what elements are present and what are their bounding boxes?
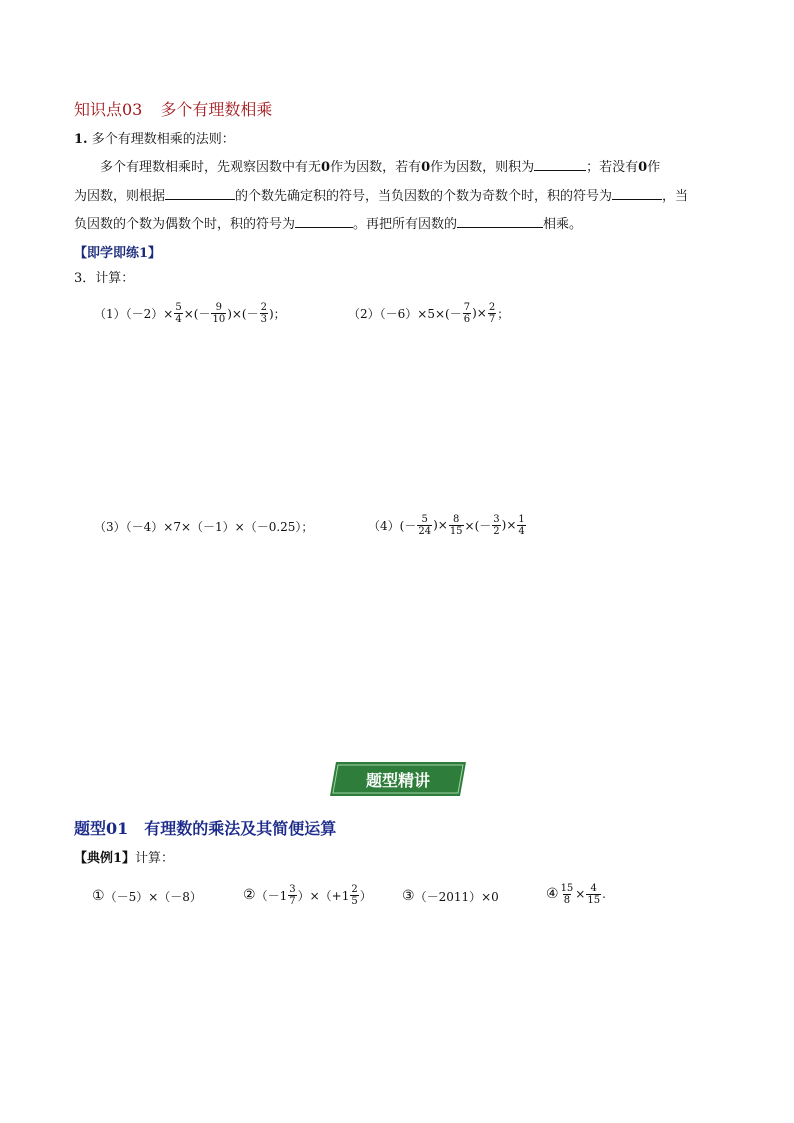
example-item-4 xyxy=(546,876,606,912)
numerator: 3 xyxy=(493,513,500,525)
numerator: 15 xyxy=(560,882,574,894)
section-heading xyxy=(74,97,272,120)
denominator: 4 xyxy=(518,525,525,537)
numerator: 2 xyxy=(351,883,358,895)
rule-text: 为因数，则根据 xyxy=(74,189,166,204)
expr-text: ）×（+1 xyxy=(297,888,350,903)
fraction xyxy=(449,514,464,537)
example-label: 【典例1】 xyxy=(74,851,136,866)
denominator: 8 xyxy=(563,894,571,906)
numerator: 8 xyxy=(452,513,460,525)
circled-number: ③ xyxy=(402,888,415,904)
expr-text: )× xyxy=(472,306,487,320)
problem-3 xyxy=(94,511,313,541)
circled-number: ④ xyxy=(546,886,559,902)
expr-text: ×(－ xyxy=(464,518,492,533)
denominator: 7 xyxy=(488,313,496,325)
rule-heading-number: 1. xyxy=(74,132,88,147)
fraction xyxy=(586,883,601,906)
numerator: 2 xyxy=(260,301,267,313)
zero-digit: 0 xyxy=(421,160,431,175)
fraction xyxy=(560,883,575,906)
fill-blank-basis[interactable] xyxy=(165,187,235,200)
fraction xyxy=(174,302,182,325)
fill-blank-odd-sign[interactable] xyxy=(612,187,662,200)
fill-blank-product[interactable] xyxy=(534,158,586,171)
rule-text: 作为因数，若有 xyxy=(330,160,422,175)
fraction xyxy=(492,514,500,537)
type-heading xyxy=(74,816,336,839)
example-item-3 xyxy=(402,880,499,912)
fraction xyxy=(417,514,432,537)
example-heading xyxy=(74,850,174,868)
fill-blank-even-sign[interactable] xyxy=(295,215,353,228)
type-number: 题型01 xyxy=(74,819,129,838)
rule-text: 作为因数，则积为 xyxy=(430,160,535,175)
expr-text: . xyxy=(602,887,606,901)
numerator: 3 xyxy=(289,883,296,895)
denominator: 24 xyxy=(418,525,432,537)
rule-text: ，当 xyxy=(662,189,689,204)
problem-4 xyxy=(368,509,527,541)
denominator: 15 xyxy=(449,525,463,537)
rule-text: ；若没有 xyxy=(586,160,639,175)
zero-digit: 0 xyxy=(638,160,648,175)
numerator: 7 xyxy=(463,301,471,313)
example-suffix: 计算： xyxy=(135,851,175,866)
denominator: 2 xyxy=(493,525,500,537)
denominator: 10 xyxy=(212,313,226,325)
rule-text: 负因数的个数为偶数个时，积的符号为 xyxy=(74,217,296,232)
numerator: 2 xyxy=(488,301,496,313)
expr-text: )× xyxy=(501,518,517,532)
fill-blank-absolute-values[interactable] xyxy=(457,215,543,228)
expr-text: )； xyxy=(268,306,286,321)
rule-line-1 xyxy=(100,158,660,177)
rule-text: 。再把所有因数的 xyxy=(353,217,458,232)
fraction xyxy=(350,884,358,907)
expr-text: ） xyxy=(359,888,372,903)
section-title: 多个有理数相乘 xyxy=(160,100,273,119)
fraction xyxy=(463,302,471,325)
denominator: 5 xyxy=(351,895,358,907)
problem-label: 3．计算： xyxy=(74,271,135,286)
circled-number: ② xyxy=(243,887,256,903)
rule-heading-text: 多个有理数相乘的法则： xyxy=(91,132,235,147)
expr-text: （2）（－6）×5×(－ xyxy=(348,306,462,321)
denominator: 7 xyxy=(289,895,296,907)
rule-heading xyxy=(74,131,235,149)
denominator: 4 xyxy=(175,313,182,325)
fraction xyxy=(488,302,496,325)
expr-text: （3）（－4）×7×（－1）×（－0.25）； xyxy=(94,519,314,534)
type-title: 有理数的乘法及其简便运算 xyxy=(144,819,337,838)
rule-line-3 xyxy=(74,215,582,234)
numerator: 5 xyxy=(175,301,182,313)
fraction xyxy=(260,302,268,325)
denominator: 15 xyxy=(587,894,601,906)
fraction xyxy=(288,884,296,907)
zero-digit: 0 xyxy=(321,160,331,175)
expr-text: （1）（－2）× xyxy=(94,306,174,321)
expr-text: )× xyxy=(433,518,448,532)
rule-text: 的个数先确定积的符号，当负因数的个数为奇数个时，积的符号为 xyxy=(235,189,613,204)
fraction xyxy=(517,514,525,537)
example-item-2 xyxy=(243,878,372,912)
rule-line-2 xyxy=(74,187,688,206)
problem-1 xyxy=(94,298,286,328)
rule-text: 作 xyxy=(647,160,661,175)
expr-text: )×(－ xyxy=(227,306,259,321)
expr-text: × xyxy=(575,887,586,901)
drill-label: 【即学即练1】 xyxy=(74,246,162,261)
expr-text: ； xyxy=(497,306,510,321)
numerator: 9 xyxy=(215,301,222,313)
rule-text: 多个有理数相乘时，先观察因数中有无 xyxy=(100,160,322,175)
rule-text: 相乘。 xyxy=(543,217,583,232)
section-banner-label: 题型精讲 xyxy=(365,770,430,790)
denominator: 6 xyxy=(463,313,471,325)
expr-text: ×(－ xyxy=(183,306,211,321)
circled-number: ① xyxy=(92,888,105,904)
section-number: 知识点03 xyxy=(74,100,143,119)
example-item-1 xyxy=(92,880,202,912)
fraction xyxy=(211,302,226,325)
denominator: 3 xyxy=(260,313,267,325)
expr-text: （－1 xyxy=(255,888,288,903)
expr-text: （4）(－ xyxy=(368,518,417,533)
numerator: 1 xyxy=(518,513,525,525)
numerator: 4 xyxy=(590,882,597,894)
expr-text: （－2011）×0 xyxy=(414,889,499,904)
problem-2 xyxy=(348,298,509,328)
expr-text: （－5）×（－8） xyxy=(104,889,202,904)
numerator: 5 xyxy=(421,513,428,525)
